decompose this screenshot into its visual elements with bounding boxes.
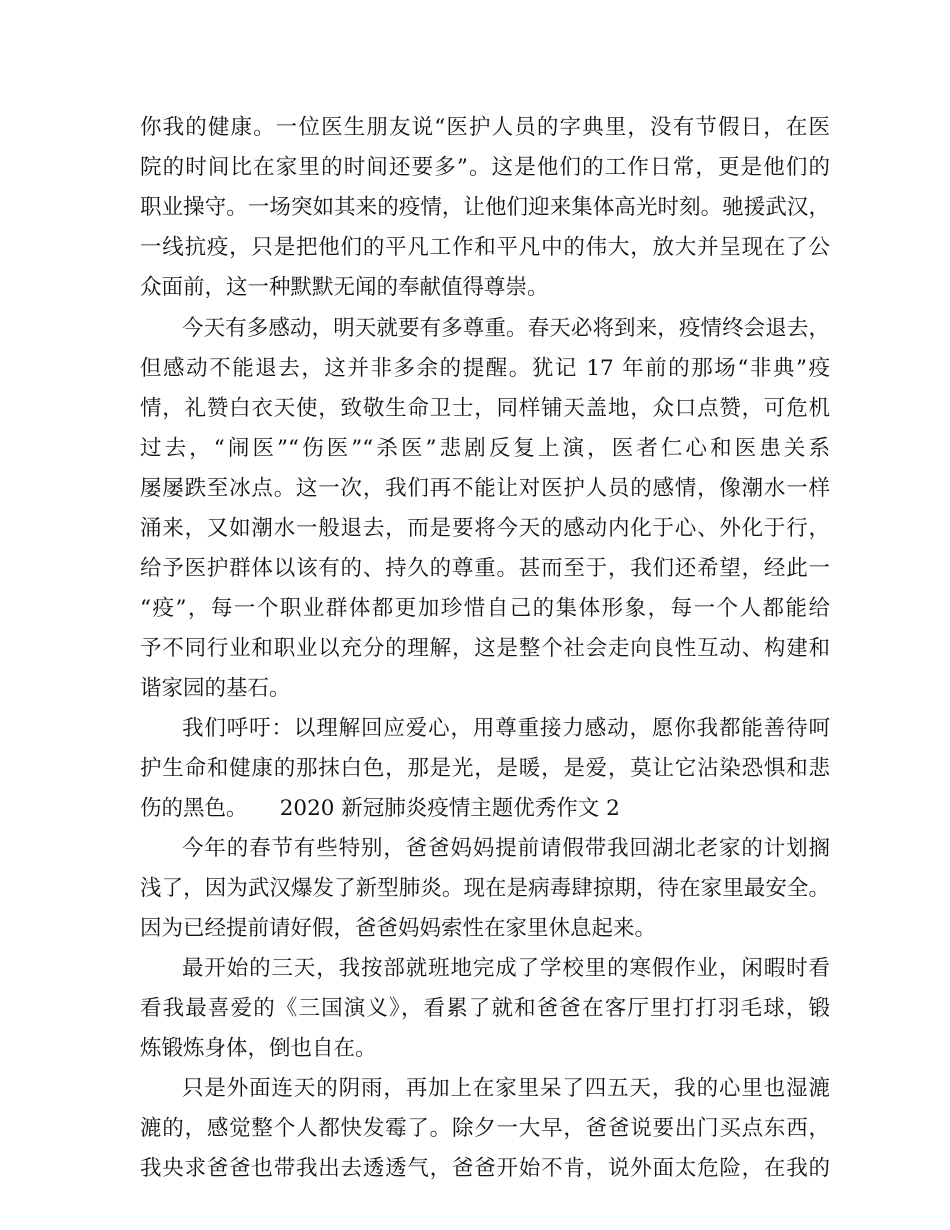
- text-line: 但感动不能退去，这并非多余的提醒。犹记 17 年前的那场“非典”疫: [140, 356, 830, 381]
- text-line: 予不同行业和职业以充分的理解，这是整个社会走向良性互动、构建和: [140, 636, 830, 661]
- text-line: “疫”，每一个职业群体都更加珍惜自己的集体形象，每一个人都能给: [140, 596, 830, 621]
- text-line: 今天有多感动，明天就要有多尊重。春天必将到来，疫情终会退去，: [182, 316, 830, 341]
- text-line: 一线抗疫，只是把他们的平凡工作和平凡中的伟大，放大并呈现在了公: [140, 235, 830, 260]
- text-line: 今年的春节有些特别，爸爸妈妈提前请假带我回湖北老家的计划搁: [182, 836, 830, 861]
- text-line: 护生命和健康的那抹白色，那是光，是暖，是爱，莫让它沾染恐惧和悲: [140, 756, 830, 781]
- text-line: 我们呼吁：以理解回应爱心，用尊重接力感动，愿你我都能善待呵: [182, 716, 830, 741]
- text-line: 炼锻炼身体，倒也自在。: [140, 1036, 377, 1061]
- text-line: 谐家园的基石。: [140, 676, 291, 701]
- text-line: 我央求爸爸也带我出去透透气，爸爸开始不肯，说外面太危险，在我的: [140, 1156, 830, 1181]
- text-line: 屡屡跌至冰点。这一次，我们再不能让对医护人员的感情，像潮水一样: [140, 476, 830, 501]
- text-line: 最开始的三天，我按部就班地完成了学校里的寒假作业，闲暇时看: [182, 956, 830, 981]
- text-line: 看我最喜爱的《三国演义》，看累了就和爸爸在客厅里打打羽毛球，锻: [140, 996, 830, 1021]
- text-line: 伤的黑色。 2020 新冠肺炎疫情主题优秀作文 2: [140, 796, 620, 821]
- text-line: 只是外面连天的阴雨，再加上在家里呆了四五天，我的心里也湿漉: [182, 1076, 830, 1101]
- text-line: 院的时间比在家里的时间还要多”。这是他们的工作日常，更是他们的: [140, 155, 830, 180]
- text-line: 给予医护群体以该有的、持久的尊重。甚而至于，我们还希望，经此一: [140, 556, 830, 581]
- text-line: 过去，“闹医”“伤医”“杀医”悲剧反复上演，医者仁心和医患关系: [140, 436, 830, 461]
- text-line: 因为已经提前请好假，爸爸妈妈索性在家里休息起来。: [140, 916, 657, 941]
- text-line: 情，礼赞白衣天使，致敬生命卫士，同样铺天盖地，众口点赞，可危机: [140, 396, 830, 421]
- text-line: 职业操守。一场突如其来的疫情，让他们迎来集体高光时刻。驰援武汉，: [140, 195, 830, 220]
- text-line: 漉的，感觉整个人都快发霉了。除夕一大早，爸爸说要出门买点东西，: [140, 1116, 830, 1141]
- text-line: 众面前，这一种默默无闻的奉献值得尊崇。: [140, 275, 549, 300]
- text-line: 涌来，又如潮水一般退去，而是要将今天的感动内化于心、外化于行，: [140, 516, 830, 541]
- text-line: 你我的健康。一位医生朋友说“医护人员的字典里，没有节假日，在医: [140, 115, 830, 140]
- text-line: 浅了，因为武汉爆发了新型肺炎。现在是病毒肆掠期，待在家里最安全。: [140, 876, 830, 901]
